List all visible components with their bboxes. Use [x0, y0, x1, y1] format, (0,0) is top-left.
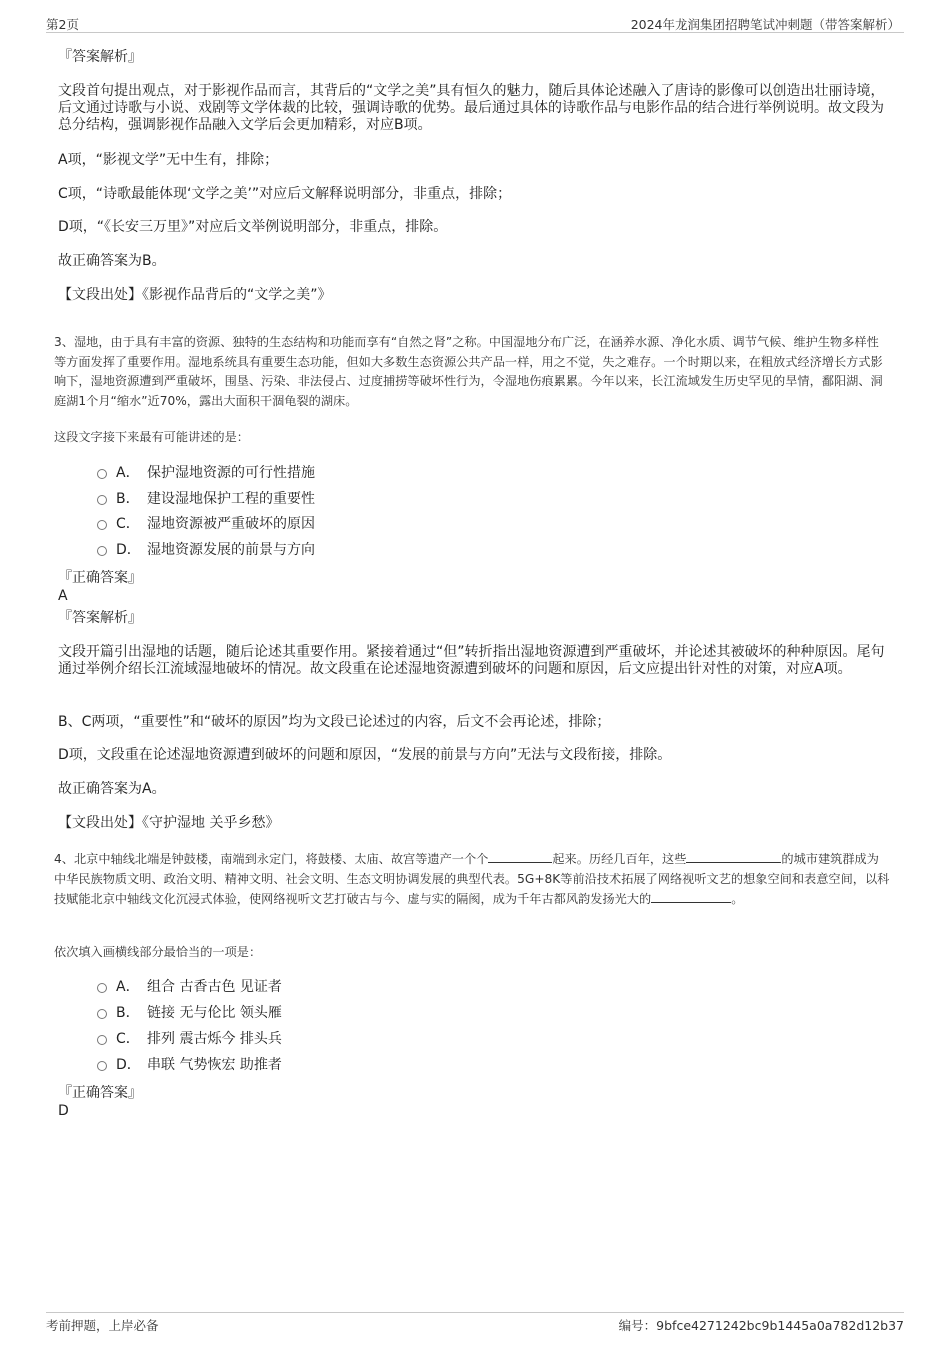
footer-slogan: 考前押题，上岸必备	[46, 1318, 159, 1333]
q3-analysis-option-d: D项，文段重在论述湿地资源遭到破坏的问题和原因，“发展的前景与方向”无法与文段衔接，排除。	[58, 747, 672, 763]
q3-analysis-paragraph: 文段开篇引出湿地的话题，随后论述其重要作用。紧接着通过“但”转折指出湿地资源遭到严重破坏，并论述其被破坏的种种原因。尾句通过举例介绍长江流域湿地破坏的情况。故文段重在论述湿地资源遭到破坏的问题和原因，后文应提出针对性的对策，对应A项。	[58, 644, 885, 677]
q4-option-d[interactable]: D． 串联 气势恢宏 助推者	[97, 1056, 282, 1074]
page-number: 第2页	[46, 17, 79, 32]
q2-analysis-option-c: C项，“诗歌最能体现‘文学之美’”对应后文解释说明部分，非重点，排除；	[58, 186, 512, 202]
q4-blank-3	[651, 889, 731, 903]
q3-option-b[interactable]: B． 建设湿地保护工程的重要性	[97, 490, 315, 508]
radio-icon[interactable]	[97, 983, 107, 993]
radio-icon[interactable]	[97, 495, 107, 505]
document-code: 编号：9bfce4271242bc9b1445a0a782d12b37	[618, 1318, 904, 1333]
q3-source: 【文段出处】《守护湿地 关乎乡愁》	[58, 815, 280, 831]
radio-icon[interactable]	[97, 520, 107, 530]
document-title: 2024年龙润集团招聘笔试冲刺题（带答案解析）	[630, 17, 900, 32]
q4-answer: D	[58, 1103, 69, 1119]
q3-answer-label: 『正确答案』	[58, 570, 142, 586]
q3-answer: A	[58, 588, 68, 604]
radio-icon[interactable]	[97, 1061, 107, 1071]
q4-answer-label: 『正确答案』	[58, 1085, 142, 1101]
q2-analysis-paragraph: 文段首句提出观点，对于影视作品而言，其背后的“文学之美”具有恒久的魅力，随后具体论述融入了唐诗的影像可以创造出壮丽诗境，后文通过诗歌与小说、戏剧等文学体裁的比较，强调诗歌的优势。最后通过具体的诗歌作品与电影作品的结合进行举例说明。故文段为总分结构，强调影视作品融入文学后会更加精彩，对应B项。	[58, 83, 885, 133]
q2-analysis-label: 『答案解析』	[58, 49, 142, 65]
radio-icon[interactable]	[97, 1035, 107, 1045]
radio-icon[interactable]	[97, 469, 107, 479]
q3-conclusion: 故正确答案为A。	[58, 781, 166, 797]
q3-prompt: 这段文字接下来最有可能讲述的是：	[54, 430, 249, 444]
q2-analysis-option-d: D项，“《长安三万里》”对应后文举例说明部分，非重点，排除。	[58, 219, 448, 235]
page-footer	[46, 1312, 904, 1335]
q3-stem: 3、湿地，由于具有丰富的资源、独特的生态结构和功能而享有“自然之肾”之称。中国湿地分布广泛，在涵养水源、净化水质、调节气候、维护生物多样性等方面发挥了重要作用。湿地系统具有重要生态功能，但如大多数生态资源公共产品一样，用之不觉，失之难存。一个时期以来，在粗放式经济增长方式影响下，湿地资源遭到严重破坏，围垦、污染、非法侵占、过度捕捞等破坏性行为，令湿地伤痕累累。今年以来，长江流域发生历史罕见的旱情，鄱阳湖、洞庭湖1个月“缩水”近70%，露出大面积干涸龟裂的湖床。	[54, 335, 883, 408]
radio-icon[interactable]	[97, 546, 107, 556]
q4-option-b[interactable]: B． 链接 无与伦比 领头雁	[97, 1004, 282, 1022]
q3-analysis-label: 『答案解析』	[58, 610, 142, 626]
q2-source: 【文段出处】《影视作品背后的“文学之美”》	[58, 287, 332, 303]
q2-analysis-option-a: A项，“影视文学”无中生有，排除；	[58, 152, 279, 168]
q3-option-c[interactable]: C． 湿地资源被严重破坏的原因	[97, 515, 315, 533]
q4-option-a[interactable]: A． 组合 古香古色 见证者	[97, 978, 282, 996]
q4-stem: 4、北京中轴线北端是钟鼓楼，南端到永定门，将鼓楼、太庙、故宫等遗产一个个 起来。历经几百年，这些 的城市建筑群成为中华民族物质文明、政治文明、精神文明、社会文明、生态文明协调发展的典型代表。5G+8K等前沿技术拓展了网络视听文艺的想象空间和表意空间，以科技赋能北京中轴线文化沉浸式体验，使网络视听文艺打破古与今、虚与实的隔阂，成为千年古都风韵发扬光大的 。	[54, 849, 890, 910]
q3-analysis-option-bc: B、C两项，“重要性”和“破坏的原因”均为文段已论述过的内容，后文不会再论述，排除；	[58, 714, 611, 730]
q4-option-c[interactable]: C． 排列 震古烁今 排头兵	[97, 1030, 282, 1048]
q3-option-a[interactable]: A． 保护湿地资源的可行性措施	[97, 464, 315, 482]
q4-blank-2	[686, 849, 781, 863]
q4-prompt: 依次填入画横线部分最恰当的一项是：	[54, 945, 262, 959]
radio-icon[interactable]	[97, 1009, 107, 1019]
q2-conclusion: 故正确答案为B。	[58, 253, 166, 269]
q3-option-d[interactable]: D． 湿地资源发展的前景与方向	[97, 541, 315, 559]
q4-blank-1	[488, 849, 552, 863]
page-header	[46, 14, 904, 33]
